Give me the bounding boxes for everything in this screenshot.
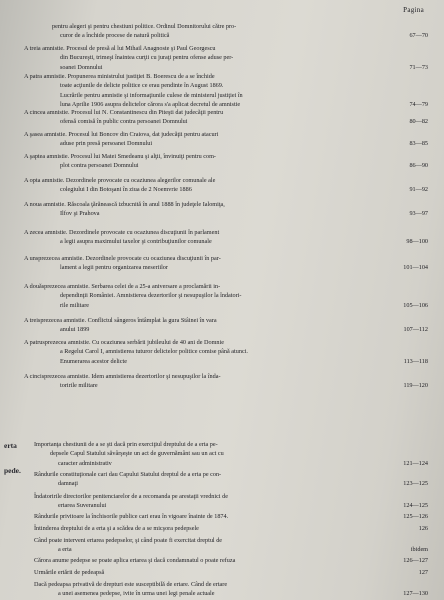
toc-page-range: 80—82 [409, 118, 428, 126]
toc-entry-line: toririle militare [60, 382, 98, 390]
toc-entry-line: Importanţa chestiunii de a se şti dacă prin exerciţiul dreptului de a erta pe- [34, 441, 218, 448]
toc-page-range: 127 [418, 569, 428, 576]
margin-note-pede: pede. [4, 466, 21, 475]
toc-entry-line: dependinţii României. Amnistierea dezertorilor şi nesupuşilor la îndatori- [60, 292, 242, 300]
toc-entry-line: A patrusprezecea amnistie. Cu ocaziunea serbării jubileului de 40 ani de Domnie [24, 339, 224, 346]
toc-page-range: 121—124 [403, 459, 428, 467]
toc-entry-line: A noua amnistie. Răscoala ţărănească izbucnită în anul 1888 în judeţele Ialomiţa, [24, 201, 225, 208]
toc-entry-line: din Bucureşti, trimeşi înaintea curţii cu juraţi pentru ofense aduse per- [60, 54, 234, 62]
toc-entry-line: lament a legii pentru organizarea meseriilor [60, 264, 168, 272]
toc-entry-line: Lucrările pentru amnistie şi informaţiunile culese de ministerul justiţiei în [60, 91, 243, 99]
toc-page-range: 105—106 [403, 301, 428, 309]
toc-entry-line: A cincea amnistie. Procesul lui N. Constantinescu din Piteşti dat judecăţii pentru [24, 109, 224, 116]
toc-entry-line: ertarea Suveranului [58, 502, 107, 510]
toc-entry-line: Întinderea dreptului de a erta şi a scădea de a se micşora pedepsele [34, 525, 199, 532]
toc-entry-line: anului 1899 [60, 326, 90, 334]
toc-page-range: 86—90 [409, 162, 428, 170]
toc-entry-line: depsele Capul Statului săvârşeşte un act de guvernământ sau un act cu [50, 450, 224, 458]
toc-entry-line: A unsprezecea amnistie. Dezordinele provocate cu ocaziunea discuţiunii în par- [24, 255, 221, 262]
toc-page-range: 119—120 [403, 382, 428, 390]
toc-entry-line: soanei Domnului [60, 63, 103, 71]
toc-page-range: 98—100 [406, 238, 428, 246]
toc-entry-line: toate acţiunile de delicte politice ce erau pendinte în August 1869. [60, 82, 224, 90]
toc-entry-line: pentru alegeri şi pentru chestiuni politice. Ordinul Domnitorului către pro- [52, 23, 237, 30]
toc-entry-line: damnaţi [58, 480, 78, 488]
toc-page-range: 93—97 [409, 210, 428, 218]
margin-note-erta: erta [4, 441, 17, 450]
toc-page-range: 124—125 [403, 502, 428, 510]
toc-entry-line: A şaptea amnistie. Procesul lui Matei Smedeanu şi alţii, învinuiţi pentru com- [24, 153, 216, 160]
page-column-header: Pagina [403, 6, 424, 14]
toc-page-range: 125—126 [403, 513, 428, 520]
toc-page-range: 123—125 [403, 480, 428, 488]
toc-entry-line: A şasea amnistie. Procesul lui Boncov din Craiova, dat judecăţii pentru atacuri [24, 131, 219, 138]
toc-page-range: 71—73 [409, 63, 428, 71]
toc-entry-line: Îndatoririle directorilor penitenciarelor de a recomanda pe arestaţii vrednici de [34, 493, 228, 500]
toc-page-range: 83—85 [409, 140, 428, 148]
toc-entry-line: plot contra persoanei Domnului [60, 162, 139, 170]
toc-page-range: 127—130 [403, 590, 428, 598]
toc-page-range: ibidem [410, 546, 428, 554]
toc-entry-line: rile militare [60, 301, 90, 309]
toc-entry-line: aduse prin presă persoanei Domnului [60, 140, 153, 148]
toc-page-range: 126 [418, 525, 428, 532]
toc-entry-line: A patra amnistie. Propunerea ministrului justiţiei B. Boerescu de a se închide [24, 73, 215, 80]
toc-page-range: 91—92 [409, 186, 428, 194]
toc-page-range: 74—79 [409, 100, 428, 108]
toc-entry-line: Urmările ertării de pedeapsă [34, 569, 105, 576]
toc-page-range: 67—70 [409, 32, 428, 40]
toc-entry-line: Rândurile privitoare la închisorile publice cari erau în vigoare înainte de 1874. [34, 513, 229, 520]
toc-entry-line: Cărora anume pedepse se poate aplica ertarea şi dacă condamnatul o poate refuza [34, 557, 236, 564]
toc-entry-line: A zecea amnistie. Dezordinele provocate cu ocaziunea discuţiunii în parlament [24, 229, 220, 236]
toc-entry-line: a Regelui Carol I, amnistierea tuturor delictelor politice comise până atunci. [60, 348, 248, 356]
toc-entry-line: curor de a închide procese de natură politică [60, 32, 170, 40]
toc-entry-line: caracter administrativ [58, 459, 112, 467]
toc-page-range: 113—118 [403, 357, 428, 365]
toc-entry-line: Ilfov şi Prahova [60, 210, 100, 218]
toc-entry-line: Când poate interveni ertarea pedepselor, şi când poate fi exercitat dreptul de [34, 537, 223, 544]
toc-entry-line: a erta [58, 546, 72, 554]
toc-page-range: 126—127 [403, 557, 428, 564]
toc-entry-line: Dacă pedeapsa privativă de drepturi este susceptibilă de ertare. Când de ertare [34, 581, 228, 588]
toc-entry-line: Enumerarea acestor delicte [60, 357, 127, 365]
toc-entry-line: Rândurile constituţionale cari dau Capului Statului dreptul de a erta pe con- [34, 471, 222, 478]
toc-page-range: 101—104 [403, 264, 428, 272]
toc-entry-line: a unei asemenea pedepse, ivite în urma unei legi penale actuale [58, 590, 215, 598]
toc-entry-line: luna Aprilie 1906 asupra delictelor cărora s'a aplicat decretul de amnistie [60, 100, 241, 108]
toc-entry-line: A douăsprezecea amnistie. Serbarea celei de a 25-a aniversare a proclamării in- [24, 283, 221, 290]
toc-entry-line: ofensă comisă în public contra persoanei Domnului [60, 118, 188, 126]
toc-entry-line: A treisprezecea amnistie. Conflictul sângeros întâmplat la gura Stâinei în vara [24, 317, 217, 324]
toc-entry-line: A cincisprezecea amnistie. Idem amnistierea dezertorilor şi nesupuşilor la înda- [24, 373, 221, 380]
toc-entry-line: colegiului I din Botoşani în ziua de 2 Noemvrie 1886 [60, 186, 192, 194]
toc-entry-line: a legii asupra maximului taxelor şi contribuţiunilor comunale [60, 238, 212, 246]
toc-page-range: 107—112 [403, 326, 428, 334]
toc-entry-line: A opta amnistie. Dezordinele provocate cu ocaziunea alegerilor comunale ale [24, 177, 216, 184]
toc-entry-line: A treia amnistie. Procesul de presă al lui Mihail Anagnoste şi Paul Georgescu [24, 45, 216, 52]
